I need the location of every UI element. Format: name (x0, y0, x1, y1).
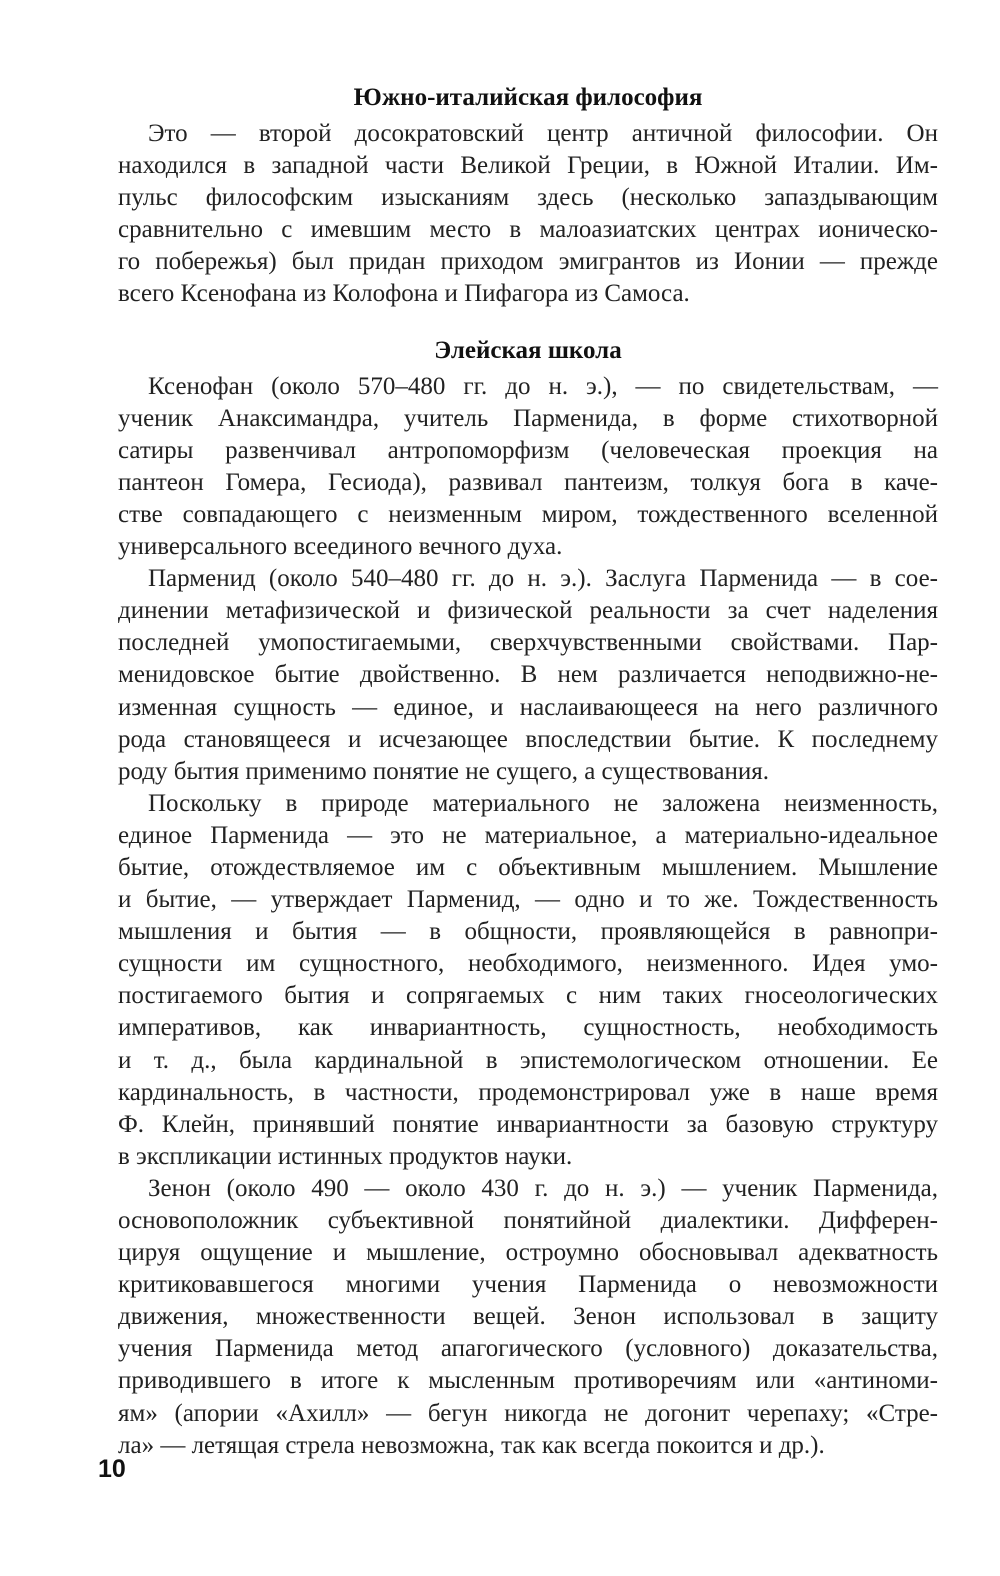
text-line: пульс философским изысканиям здесь (несколько запаздывающим (118, 184, 938, 212)
text-line: ям» (апории «Ахилл» — бегун никогда не догонит черепаху; «Стре- (118, 1399, 938, 1427)
text-line: основоположник субъективной понятийной диалектики. Дифферен- (118, 1207, 938, 1234)
text-line: находился в западной части Великой Греции, в Южной Италии. Им- (118, 152, 938, 180)
text-line: динении метафизической и физической реальности за счет наделения (118, 597, 938, 625)
text-line: Поскольку в природе материального не заложена неизменность, (148, 789, 938, 817)
text-line: Зенон (около 490 — около 430 г. до н. э.) — ученик Парменида, (148, 1174, 938, 1202)
text-line: сравнительно с имевшим место в малоазиатских центрах ионическо- (118, 216, 938, 244)
text-line: бытие, отождествляемое им с объективным мышлением. Мышление (118, 853, 938, 881)
text-line: рода становящееся и исчезающее впоследствии бытие. К последнему (118, 725, 938, 753)
text-line: ученик Анаксимандра, учитель Парменида, в форме стихотворной (118, 404, 938, 432)
paragraph-intro (118, 118, 938, 311)
text-line: роду бытия применимо понятие не сущего, а существования. (118, 757, 770, 785)
text-line: критиковавшегося многими учения Парменида о невозможности (118, 1271, 938, 1299)
text-line: стве совпадающего с неизменным миром, тождественного вселенной (118, 500, 938, 528)
text-line: приводившего в итоге к мысленным противоречиям или «антиноми- (118, 1367, 938, 1395)
text-line: ла» — летящая стрела невозможна, так как всегда покоится и др.). (118, 1431, 825, 1459)
text-line: менидовское бытие двойственно. В нем различается неподвижно-не- (118, 661, 938, 689)
text-line: кардинальность, в частности, продемонстрировал уже в наше время (118, 1078, 938, 1106)
text-line: всего Ксенофана из Колофона и Пифагора из Самоса. (118, 280, 690, 308)
text-line: Это — второй досократовский центр античной философии. Он (148, 120, 938, 147)
text-line: цируя ощущение и мышление, остроумно обосновывал адекватность (118, 1239, 938, 1267)
text-line: изменная сущность — единое, и наслаивающееся на него различного (118, 693, 938, 721)
text-line: императивов, как инвариантность, сущностность, необходимость (118, 1014, 938, 1042)
text-line: учения Парменида метод апагогического (условного) доказательства, (118, 1335, 938, 1363)
text-line: сатиры развенчивал антропоморфизм (человеческая проекция на (118, 436, 938, 464)
text-line: последней умопостигаемыми, сверхчувственными свойствами. Пар- (118, 629, 938, 657)
text-line: постигаемого бытия и сопрягаемых с ним таких гносеологических (118, 982, 938, 1010)
text-line: Ксенофан (около 570–480 гг. до н. э.), — по свидетельствам, — (148, 372, 938, 400)
paragraph-xenophanes (118, 371, 938, 564)
book-page (118, 78, 938, 1462)
text-line: Парменид (около 540–480 гг. до н. э.). Заслуга Парменида — в сое- (148, 565, 938, 593)
text-line: единое Парменида — это не материальное, а материально-идеальное (118, 821, 938, 849)
paragraph-zeno (118, 1173, 938, 1462)
text-line: Ф. Клейн, принявший понятие инвариантности за базовую структуру (118, 1110, 938, 1138)
text-line: движения, множественности вещей. Зенон использовал в защиту (118, 1303, 938, 1331)
text-line: и бытие, — утверждает Парменид, — одно и то же. Тождественность (118, 886, 938, 914)
section-heading-eleatic: Элейская школа (434, 336, 622, 364)
paragraph-unity (118, 788, 938, 1173)
text-line: мышления и бытия — в общности, проявляющейся в равнопри- (118, 918, 938, 946)
section-heading-south-italian: Южно-италийская философия (353, 84, 703, 111)
text-line: сущности им сущностного, необходимого, неизменного. Идея умо- (118, 950, 938, 978)
paragraph-parmenides (118, 563, 938, 788)
text-line: и т. д., была кардинальной в эпистемологическом отношении. Ее (118, 1046, 938, 1074)
page-number: 10 (98, 1455, 126, 1483)
text-line: пантеон Гомера, Гесиода), развивал пантеизм, толкуя бога в каче- (118, 468, 938, 496)
text-line: го побережья) был придан приходом эмигрантов из Ионии — прежде (118, 248, 938, 276)
text-line: в экспликации истинных продуктов науки. (118, 1142, 573, 1170)
text-line: универсального всеединого вечного духа. (118, 533, 563, 561)
